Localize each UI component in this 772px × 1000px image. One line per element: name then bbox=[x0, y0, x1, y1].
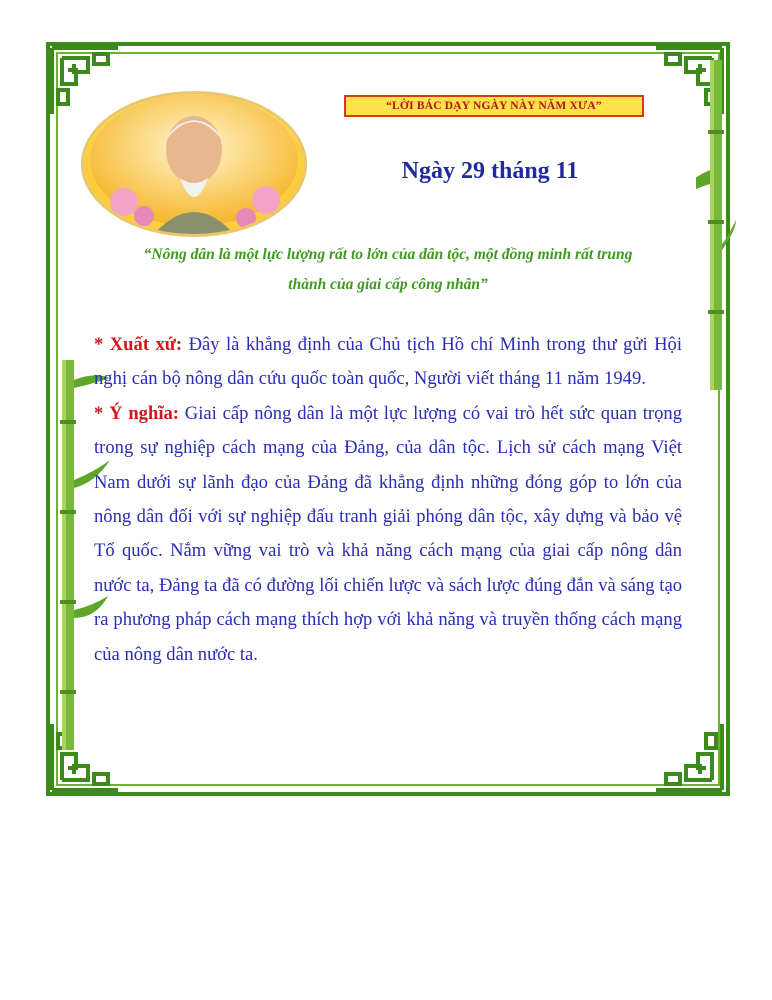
origin-label: * Xuất xứ: bbox=[94, 334, 183, 355]
slogan-banner: “LỜI BÁC DẠY NGÀY NÀY NĂM XƯA” bbox=[344, 95, 644, 117]
meaning-text: Giai cấp nông dân là một lực lượng có vai trò hết sức quan trọng trong sự nghiệp cách mạng của Đảng, của dân tộc. Lịch sử cách mạng Việt Nam dưới sự lãnh đạo của Đảng đã khẳng định những đóng góp to lớn của nông dân đối với sự nghiệp đấu tranh giải phóng dân tộc, xây dựng và bảo vệ Tổ quốc. Nắm vững vai trò và khả năng cách mạng của giai cấp nông dân nước ta, Đảng ta đã có đường lối chiến lược và sách lược đúng đắn và sáng tạo ra phương pháp cách mạng thích hợp với khả năng và truyền thống cách mạng của nông dân nước ta. bbox=[94, 402, 682, 665]
origin-text: Đây là khẳng định của Chủ tịch Hồ chí Minh trong thư gửi Hội nghị cán bộ nông dân cứu quốc toàn quốc, Người viết tháng 11 năm 1949. bbox=[94, 334, 683, 390]
quote-block bbox=[96, 240, 680, 300]
quote-line-1: “Nông dân là một lực lượng rất to lớn của dân tộc, một đồng minh rất trung bbox=[143, 246, 633, 263]
portrait-image bbox=[84, 94, 304, 234]
corner-ornament-top-left bbox=[48, 44, 122, 118]
date-title: Ngày 29 tháng 11 bbox=[401, 158, 579, 184]
meaning-paragraph bbox=[94, 397, 682, 672]
bamboo-right-decoration bbox=[696, 60, 736, 390]
corner-ornament-bottom-right bbox=[652, 720, 726, 794]
origin-paragraph bbox=[94, 328, 682, 397]
article-body bbox=[94, 328, 682, 672]
meaning-label: * Ý nghĩa: bbox=[94, 402, 179, 424]
quote-line-2: thành của giai cấp công nhân” bbox=[288, 276, 488, 293]
